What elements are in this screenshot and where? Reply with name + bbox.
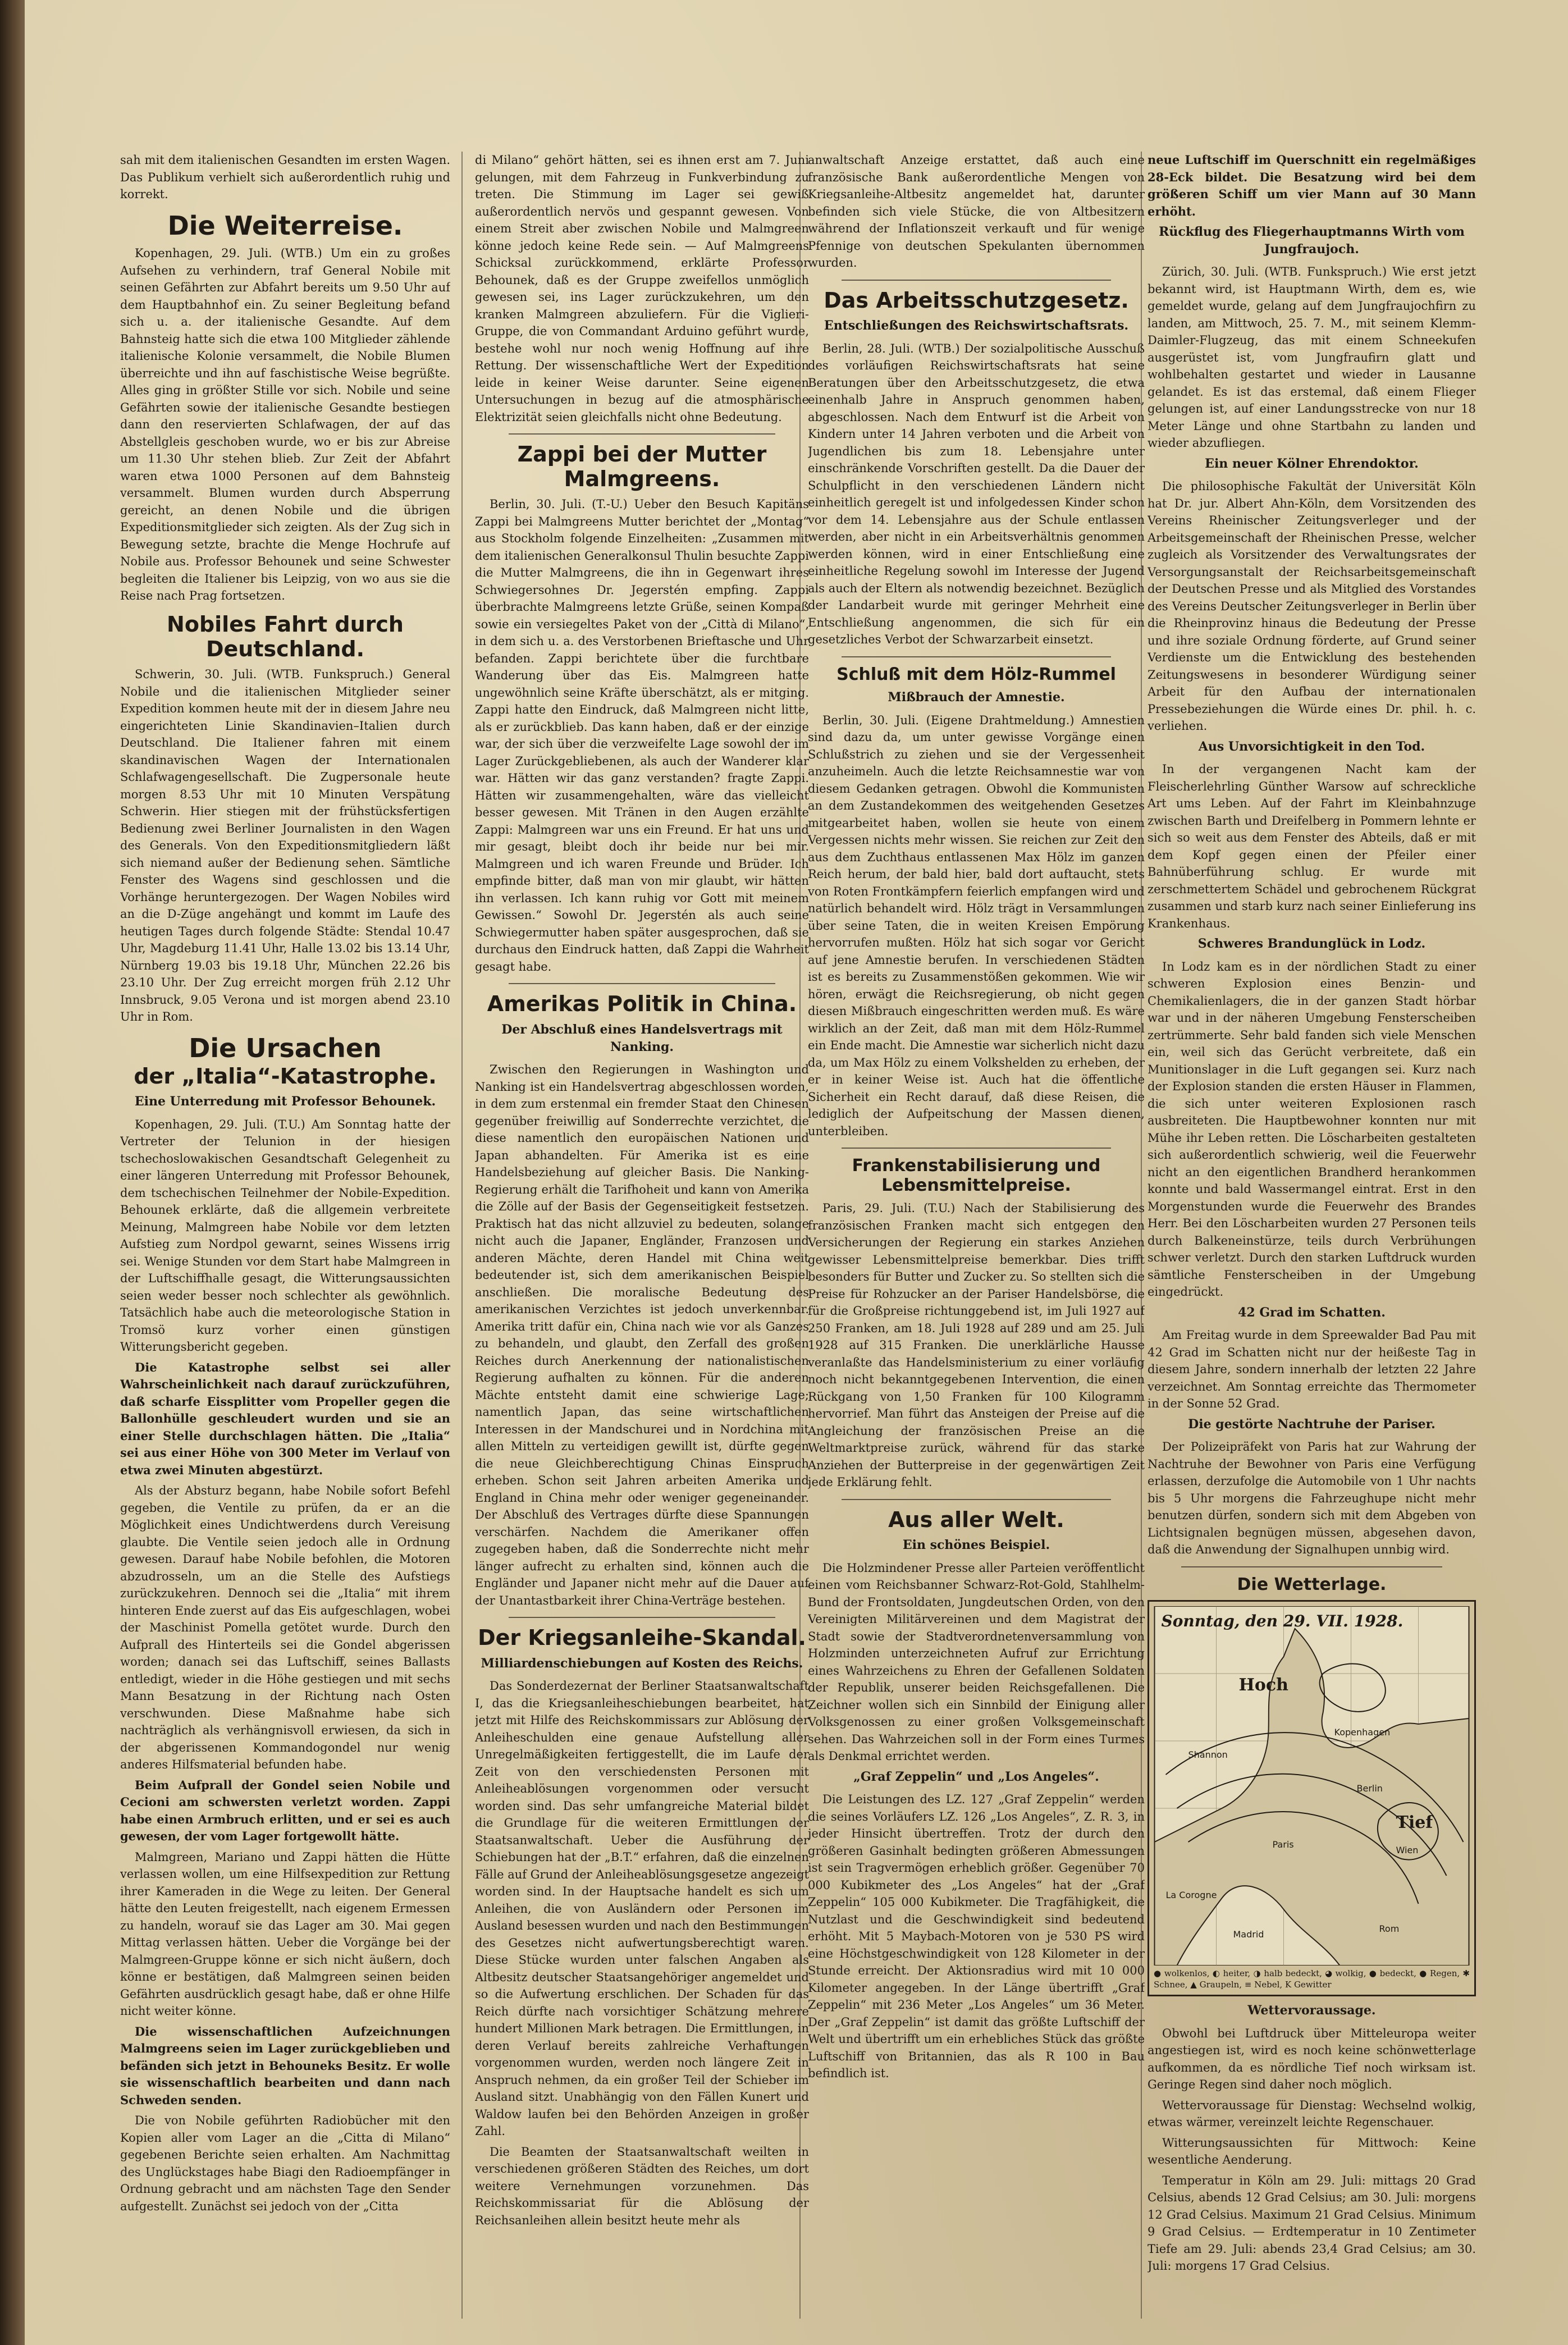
paragraph: Schwerin, 30. Juli. (WTB. Funkspruch.) General Nobile und die italienischen Mitglieder seiner Expedition kommen heute mit der in diesem Jahre neu eingerichteten Linie Skandinavien–Italien durch Deutschland. Die Italiener fahren mit einem skandinavischen Wagen der Internationalen Schlafwagengesellschaft. Die Zugpersonale heute morgen 8.53 Uhr mit 10 Minuten Verspätung Schwerin. Hier stiegen mit der frühstücksfertigen Bedienung zwei Berliner Journalisten in den Wagen des Generals. Von den Expeditionsmitgliedern läßt sich niemand außer der Bedienung sehen. Sämtliche Fenster des Wagens sind geschlossen und die Vorhänge heruntergezogen. Der Wagen Nobiles wird an die D-Züge angehängt und kommt im Laufe des heutigen Tages durch folgende Städte: Stendal 10.47 Uhr, Magdeburg 11.41 Uhr, Halle 13.02 bis 13.14 Uhr, Nürnberg 19.03 bis 19.18 Uhr, München 22.26 bis 23.10 Uhr. Der Zug erreicht morgen früh 2.12 Uhr Innsbruck, 9.05 Verona und ist morgen abend 23.10 Uhr in Rom. — [120, 668, 450, 1024]
paragraph: Die wissenschaftlichen Aufzeichnungen Malmgreens seien im Lager zurückgeblieben und befänden sich jetzt in Behouneks Besitz. Er wolle sie wissenschaftlich bearbeiten und dann nach Schweden senden. — [120, 2024, 450, 2107]
map-label: Shannon — [1188, 1749, 1228, 1760]
paragraph: di Milano“ gehört hätten, sei es ihnen erst am 7. Juni gelungen, mit dem Fahrzeug in Funkverbindung zu treten. Die Stimmung im Lager sei gewiß außerordentlich nervös und gespannt gewesen. Von einem Streit aber zwischen Nobile und Malmgreen könne jedoch keine Rede sein. — Auf Malmgreens Schicksal zurückkommend, erklärte Professor Behounek, daß es der Gruppe zweifellos unmöglich gewesen sei, ins Lager zurückzukehren, um den kranken Malmgreen abzuliefern. Für die Viglieri-Gruppe, die von Commandant Arduino geführt wurde, bestehe wohl nur noch wenig Hoffnung auf ihre Rettung. Der wissenschaftliche Wert der Expedition leide in keiner Weise darunter. Seine eigenen Untersuchungen in bezug auf die atmosphärische Elektrizität seien gleichfalls nicht ohne Bedeutung. — [475, 153, 809, 424]
subheadline: Rückflug des Fliegerhauptmanns Wirth vom Jungfraujoch. — [1159, 225, 1465, 257]
paragraph: Die von Nobile geführten Radiobücher mit den Kopien aller vom Lager an die „Citta di Milano“ gegebenen Berichte seien erhalten. Am Nachmittag des Unglückstages habe Biagi den Radioempfänger in Ordnung gebracht und am nächsten Tage den Sender aufgestellt. Zunächst sei jedoch von der „Citta — [120, 2114, 450, 2213]
paragraph: Der Polizeipräfekt von Paris hat zur Wahrung der Nachtruhe der Bewohner von Paris eine Verfügung erlassen, derzufolge die Automobile von 1 Uhr nachts bis 5 Uhr morgens die Fahrzeughupe nicht mehr benutzen dürfen, sondern sich mit dem Abgeben von Lichtsignalen begnügen müssen, abgesehen davon, daß die Anwendung der Signalhupen unnbig wird. — [1148, 1440, 1476, 1556]
subheadline: Eine Unterredung mit Professor Behounek. — [134, 1094, 436, 1109]
weather-map-drawing — [1154, 1606, 1470, 1965]
headline-hoelz: Schluß mit dem Hölz-Rummel — [836, 664, 1116, 684]
paragraph: Berlin, 28. Juli. (WTB.) Der sozialpolitische Ausschuß des vorläufigen Reichswirtschaftsrats hat seine Beratungen über den Arbeitsschutzgesetz, die etwa einenhalb Jahre in Anspruch genommen haben, abgeschlossen. Nach dem Entwurf ist die Arbeit von Kindern unter 14 Jahren verboten und die Arbeit von Jugendlichen bis zum 18. Lebensjahre unter einschränkende Vorschriften gestellt. Da die Dauer der Schulpflicht in den verschiedenen Ländern nicht einheitlich geregelt ist und infolgedessen Kinder schon vor dem 14. Lebensjahre aus der Schule entlassen werden, aber nicht in ein Arbeitsverhältnis genommen werden können, wird in einer Entschließung eine einheitliche Regelung sowohl im Interesse der Jugend als auch der Eltern als notwendig bezeichnet. Bezüglich der Landarbeit wurde mit geringer Mehrheit eine Entschließung angenommen, die sich für ein gesetzliches Verbot der Schwarzarbeit einsetzt. — [808, 341, 1145, 647]
headline-nobile-fahrt: Nobiles Fahrt durch Deutschland. — [167, 611, 404, 661]
subheadline: Wettervoraussage. — [1247, 2003, 1376, 2018]
divider — [1181, 1566, 1442, 1567]
subheadline: Der Abschluß eines Handelsvertrags mit Nanking. — [501, 1022, 783, 1054]
column-3 — [808, 152, 1145, 2319]
map-label: Berlin — [1356, 1783, 1383, 1794]
subheadline: Entschließungen des Reichswirtschaftsrats. — [824, 318, 1129, 333]
divider — [842, 1499, 1111, 1500]
headline-amerika-china: Amerikas Politik in China. — [487, 991, 797, 1017]
headline-aus-aller-welt: Aus aller Welt. — [888, 1507, 1064, 1532]
headline-zappi: Zappi bei der Mutter Malmgreens. — [517, 442, 767, 491]
headline-ursachen: Die Ursachen — [189, 1032, 382, 1063]
map-label: Madrid — [1233, 1929, 1264, 1940]
headline-weiterreise: Die Weiterreise. — [167, 210, 403, 241]
headline-italia-katastrophe: der „Italia“-Katastrophe. — [134, 1063, 437, 1089]
paragraph: Malmgreen, Mariano und Zappi hätten die Hütte verlassen wollen, um eine Hilfsexpedition zur Rettung ihrer Kameraden in die Wege zu leiten. Der General hätte den Leuten freigestellt, nach eigenem Ermessen zu handeln, worauf sie das Lager am 30. Mai gegen Mittag verlassen hätten. Ueber die Vorgänge bei der Malmgreen-Gruppe könne er sich nicht äußern, doch könne er bestätigen, daß Malmgreen seinen beiden Gefährten ausdrücklich gesagt habe, daß er ohne Hilfe nicht weiter könne. — [120, 1850, 450, 2018]
weather-map — [1148, 1600, 1476, 1996]
map-label: Rom — [1379, 1923, 1400, 1934]
paragraph: Die Katastrophe selbst sei aller Wahrscheinlichkeit nach darauf zurückzuführen, daß scharfe Eissplitter vom Propeller gegen die Ballonhülle geschleudert wurden und sie an einer Stelle durchschlagen hätten. Die „Italia“ sei aus einer Höhe von 300 Meter im Verlauf von etwa zwei Minuten abgestürzt. — [120, 1360, 450, 1477]
binding-edge — [0, 0, 25, 2345]
divider — [509, 983, 775, 984]
paragraph: Obwohl bei Luftdruck über Mitteleuropa weiter angestiegen ist, wird es noch keine schönwetterlage aufkommen, da es nördliche Tief noch wirksam ist. Geringe Regen sind daher noch möglich. — [1148, 2026, 1476, 2091]
paragraph: Das Sonderdezernat der Berliner Staatsanwaltschaft I, das die Kriegsanleiheschiebungen bearbeitet, hat jetzt mit Hilfe des Reichskommissars zur Ablösung der Anleiheschulden eine genaue Aufstellung aller Unregelmäßigkeiten fertiggestellt, die im Laufe der Zeit von den verschiedensten Personen mit Anleiheablösungen vorgenommen oder versucht worden sind. Das sehr umfangreiche Material bildet die Grundlage für die weiteren Ermittlungen der Staatsanwaltschaft. Ueber die Ausführung der Schiebungen hat der „B.T.“ erfahren, daß die einzelnen Fälle auf Grund der Anleiheablösungsgesetze angezeigt worden sind. In der Hauptsache handelt es sich um Anleihen, die von Ausländern oder Personen im Ausland besessen wurden und nach den Bestimmungen des Gesetzes nicht aufwertungsberechtigt waren. Diese Stücke wurden unter falschen Angaben als Altbesitz deutscher Staatsangehöriger angemeldet und so die Aufwertung erschlichen. Der Schaden für das Reich dürfte nach vorsichtiger Schätzung mehrere hundert Millionen Mark betragen. Die Ermittlungen, in deren Verlauf bereits zahlreiche Verhaftungen vorgenommen wurden, werden noch längere Zeit in Anspruch nehmen, da ein großer Teil der Schieber im Ausland sitzt. Unabhängig von den Fällen Kunert und Waldow laufen bei den Behörden Anzeigen in großer Zahl. — [475, 1679, 809, 2138]
headline-arbeitsschutz: Das Arbeitsschutzgesetz. — [824, 287, 1129, 313]
map-low-label: Tief — [1396, 1813, 1433, 1832]
paragraph: Paris, 29. Juli. (T.U.) Nach der Stabilisierung des französischen Franken macht sich entgegen den Versicherungen der Regierung ein starkes Anziehen gewisser Lebensmittelpreise bemerkbar. Dies trifft besonders für Butter und Zucker zu. So stellten sich die Preise für Rohzucker an der Pariser Handelsbörse, die für die Großpreise richtunggebend ist, im Juli 1927 auf 250 Franken, am 18. Juli 1928 auf 289 und am 25. Juli 1928 auf 315 Franken. Die unerklärliche Hausse veranlaßte das Handelsministerium zu einer vorläufig noch nicht bekanntgegebenen Intervention, die einen Rückgang von 1,50 Franken für 100 Kilogramm hervorrief. Man führt das Ansteigen der Preise auf die Angleichung der französischen Preise an die Weltmarktpreise zurück, während für das starke Anziehen der Butterpreise in der gegenwärtigen Zeit jede Erklärung fehlt. — [808, 1201, 1145, 1489]
subheadline: Mißbrauch der Amnestie. — [888, 690, 1065, 705]
paragraph: Temperatur in Köln am 29. Juli: mittags 20 Grad Celsius, abends 12 Grad Celsius; am 30. Juli: morgens 12 Grad Celsius. Maximum 21 Grad Celsius. Minimum 9 Grad Celsius. — Erdtemperatur in 10 Zentimeter Tiefe am 29. Juli: abends 23,4 Grad Celsius; am 30. Juli: morgens 17 Grad Celsius. — [1148, 2173, 1476, 2273]
paragraph: sah mit dem italienischen Gesandten im ersten Wagen. Das Publikum verhielt sich außerordentlich ruhig und korrekt. — [120, 153, 450, 201]
map-label: Paris — [1272, 1839, 1294, 1850]
divider — [509, 1617, 775, 1618]
divider — [842, 1148, 1111, 1149]
paragraph: Wettervoraussage für Dienstag: Wechselnd wolkig, etwas wärmer, vereinzelt leichte Regenschauer. — [1148, 2098, 1476, 2129]
newspaper-page — [25, 0, 1568, 2345]
paragraph: anwaltschaft Anzeige erstattet, daß auch eine französische Bank außerordentliche Mengen von Kriegsanleihe-Altbesitz angemeldet hat, darunter befinden sich viele Stücke, die von Altbesitzern während der Inflationszeit verkauft und für wenige Pfennige von deutschen Spekulanten übernommen wurden. — [808, 153, 1145, 269]
paragraph: In Lodz kam es in der nördlichen Stadt zu einer schweren Explosion eines Benzin- und Chemikalienlagers, die in der ganzen Stadt hörbar war und in der näheren Umgebung Fensterscheiben zertrümmerte. Sehr bald fanden sich viele Menschen ein, weil sich das Gerücht verbreitete, daß ein Munitionslager in die Luft gegangen sei. Kurz nach der Explosion standen die ersten Häuser in Flammen, die sich unter weiteren Explosionen rasch ausbreiteten. Die Hauptbewohner konnten nur mit Mühe ihr Leben retten. Die Löscharbeiten gestalteten sich außerordentlich schwierig, weil die Feuerwehr nicht an den eigentlichen Brandherd herankommen konnte und bald Wassermangel eintrat. Erst in den Morgenstunden wurde die Feuerwehr des Brandes Herr. Bei den Löscharbeiten wurden 27 Personen teils durch Balkeneinstürze, teils durch Verbrühungen schwer verletzt. Durch den starken Luftdruck wurden sämtliche Fensterscheiben in der Umgebung eingedrückt. — [1148, 959, 1476, 1299]
weather-map-legend: ● wolkenlos, ◐ heiter, ◑ halb bedeckt, ◕ wolkig, ● bedeckt, ● Regen, ✱ Schnee, ▲ Graupeln, ≡ Nebel, K Gewitter — [1154, 1968, 1470, 1990]
map-high-label: Hoch — [1238, 1675, 1288, 1695]
paragraph: Die Holzmindener Presse aller Parteien veröffentlicht einen vom Reichsbanner Schwarz-Rot-Gold, Stahlhelm-Bund der Frontsoldaten, Jungdeutschen Orden, von den Vereinigten Militärvereinen und dem Magistrat der Stadt sowie der Stadtverordnetenversammlung von Holzminden unterzeichneten Aufruf zur Errichtung eines Wahrzeichens zu Ehren der Gefallenen Soldaten der Republik, unserer beiden Reichsgefallenen. Die Zeichner wollen sich ein Sinnbild der Einigung aller Volksgenossen zu einer großen Volksgemeinschaft sehen. Das Wahrzeichen soll in der Form eines Turmes als Denkmal errichtet werden. — [808, 1561, 1145, 1763]
paragraph: Witterungsaussichten für Mittwoch: Keine wesentliche Aenderung. — [1148, 2136, 1476, 2166]
headline-franken: Frankenstabilisierung und Lebensmittelpreise. — [852, 1156, 1101, 1195]
subheadline: Aus Unvorsichtigkeit in den Tod. — [1198, 739, 1425, 754]
subheadline: Ein neuer Kölner Ehrendoktor. — [1205, 456, 1419, 471]
paragraph: Die philosophische Fakultät der Universität Köln hat Dr. jur. Albert Ahn-Köln, dem Vorsitzenden des Vereins Rheinischer Zeitungsverleger und der Arbeitsgemeinschaft der Rheinischen Presse, welcher zugleich als Vorsitzender des Verwaltungsrates der Versorgungsanstalt der Reichsarbeitsgemeinschaft der Deutschen Presse und als Mitglied des Vorstandes des Vereins Deutscher Zeitungsverleger in Berlin über die Rheinprovinz hinaus die Bedeutung der Presse und ihre soziale Ordnung förderte, auf Grund seiner Verdienste um die Entwicklung des bestehenden Zeitungswesens in besonderer Würdigung seiner Arbeit für den Aufbau der internationalen Pressebeziehungen die Würde eines Dr. phil. h. c. verliehen. — [1148, 479, 1476, 733]
paragraph: Am Freitag wurde in dem Spreewalder Bad Pau mit 42 Grad im Schatten nicht nur der heißeste Tag in diesem Jahre, sondern innerhalb der letzten 22 Jahre verzeichnet. Am Sonntag erreichte das Thermometer in der Sonne 52 Grad. — [1148, 1328, 1476, 1410]
map-label: Kopenhagen — [1334, 1727, 1391, 1738]
divider — [842, 656, 1111, 657]
paragraph: neue Luftschiff im Querschnitt ein regelmäßiges 28-Eck bildet. Die Besatzung wird bei dem größeren Schiff um vier Mann auf 30 Mann erhöht. — [1148, 153, 1476, 218]
column-rule — [461, 152, 463, 2319]
subheadline: „Graf Zeppelin“ und „Los Angeles“. — [853, 1769, 1099, 1784]
subheadline: Schweres Brandunglück in Lodz. — [1197, 936, 1426, 951]
paragraph: In der vergangenen Nacht kam der Fleischerlehrling Günther Warsow auf schreckliche Art ums Leben. Auf der Fahrt im Kleinbahnzuge zwischen Barth und Dreifelberg in Pommern lehnte er sich so weit aus dem Fenster des Abteils, daß er mit dem Kopf gegen einen der Pfeiler einer Bahnüberführung schlug. Er wurde mit zerschmettertem Schädel und gebrochenem Rückgrat zusammen und starb kurz nach seiner Einlieferung ins Krankenhaus. — [1148, 762, 1476, 930]
map-label: La Corogne — [1165, 1890, 1217, 1900]
column-4 — [1148, 152, 1476, 2319]
subheadline: Milliardenschiebungen auf Kosten des Reichs. — [481, 1656, 803, 1671]
paragraph: Berlin, 30. Juli. (T.-U.) Ueber den Besuch Kapitäns Zappi bei Malmgreens Mutter berichtet der „Montag“ aus Stockholm folgende Einzelheiten: „Zusammen mit dem italienischen Generalkonsul Thulin besuchte Zappi die Mutter Malmgreens, die ihn in Gegenwart ihres Schwiegersohnes Dr. Jegerstén empfing. Zappi überbrachte Malmgreens letzte Grüße, seinen Kompaß sowie ein versiegeltes Paket von der „Città di Milano“, in dem sich u. a. des Verstorbenen Brieftasche und Uhr befanden. Zappi berichtete über die furchtbare Wanderung über das Eis. Malmgreen hatte ungewöhnlich seine Kräfte überschätzt, als er mitging. Zappi hatte den Eindruck, daß Malmgreen nicht litte, als er zurückblieb. Das kann haben, daß er der einzige war, der sich über die verzweifelte Lage sowohl der im Lager Zurückgebliebenen, als auch der Wanderer klar war. Hätten wir das ganz verstanden? fragte Zappi. Hätten wir zusammengehalten, wäre das vielleicht besser gewesen. Mit Tränen in den Augen erzählte Zappi: Malmgreen war uns ein Freund. Er hat uns und mir gesagt, bleibt doch ihr beide nur bei mir. Malmgreen und ich waren Freunde und Brüder. Ich empfinde bitter, daß man von mir glaubt, wir hätten ihn verlassen. Ich kann ruhig vor Gott mit meinem Gewissen.“ Sowohl Dr. Jegerstén als auch seine Schwiegermutter haben später ausgesprochen, daß sie durchaus den Eindruck hatten, daß Zappi die Wahrheit gesagt habe. — [475, 497, 809, 973]
paragraph: Die Leistungen des LZ. 127 „Graf Zeppelin“ werden die seines Vorläufers LZ. 126 „Los Angeles“, Z. R. 3, in jeder Hinsicht übertreffen. Trotz der durch den größeren Gasinhalt bedingten größeren Abmessungen ist sein Tragvermögen erheblich größer. Gegenüber 70 000 Kubikmeter des „Los Angeles“ hat der „Graf Zeppelin“ 105 000 Kubikmeter. Die Tragfähigkeit, die Nutzlast und die Geschwindigkeit sind bedeutend erhöht. Mit 5 Maybach-Motoren von je 530 PS wird eine Höchstgeschwindigkeit von 128 Kilometer in der Stunde erreicht. Der Aktionsradius wird mit 10 000 Kilometer angegeben. In der Länge übertrifft „Graf Zeppelin“ mit 236 Meter „Los Angeles“ um 36 Meter. Der „Graf Zeppelin“ ist damit das größte Luftschiff der Welt und übertrifft um ein erhebliches Stück das größte Luftschiff von Britannien, das als R 100 in Bau befindlich ist. — [808, 1793, 1145, 2081]
paragraph: Als der Absturz begann, habe Nobile sofort Befehl gegeben, die Ventile zu prüfen, da er an die Möglichkeit eines Undichtwerdens durch Vereisung glaubte. Die Ventile seien jedoch alle in Ordnung gewesen. Darauf habe Nobile befohlen, die Motoren abzudrosseln, um an die Stelle des Aufstiegs zurückzukehren. Dennoch sei die „Italia“ mit ihrem hinteren Ende zuerst auf das Eis aufgeschlagen, wobei der Maschinist Pomella getötet wurde. Durch den Aufprall des Hinterteils sei die Gondel abgerissen worden; danach sei das Luftschiff, seines Ballasts entledigt, wieder in die Höhe gestiegen und mit sechs Mann Besatzung in der Richtung nach Osten verschwunden. Diese Maßnahme habe sich nachträglich als verhängnisvoll erwiesen, da sich in der abgerissenen Kommandogondel nur wenig anderes Hilfsmaterial befunden habe. — [120, 1484, 450, 1772]
paragraph: Kopenhagen, 29. Juli. (WTB.) Um ein zu großes Aufsehen zu verhindern, traf General Nobile mit seinen Gefährten zur Abfahrt bereits um 9.50 Uhr auf dem Hauptbahnhof ein. Zu seiner Begleitung befand sich u. a. der italienische Gesandte. Auf dem Bahnsteig hatte sich die etwa 100 Mitglieder zählende italienische Kolonie versammelt, die Nobile Blumen überreichte und ihn auf faschistische Weise begrüßte. Alles ging in größter Stille vor sich. Nobile und seine Gefährten sowie der italienische Gesandte bestiegen dann den reservierten Schlafwagen, der auf das Abstellgleis geschoben wurde, wo er bis zur Abreise um 11.30 Uhr stehen blieb. Zur Zeit der Abfahrt waren etwa 1000 Personen auf dem Bahnsteig versammelt. Blumen wurden durch Absperrung gereicht, an denen Nobile und die übrigen Expeditionsmitglieder sich zeigten. Als der Zug sich in Bewegung setzte, brachte die Menge Hochrufe auf Nobile aus. Professor Behounek und seine Schwester begleiten die Italiener bis Leipzig, von wo aus sie die Reise nach Prag fortsetzen. — [120, 246, 450, 603]
paragraph: Die Beamten der Staatsanwaltschaft weilten in verschiedenen größeren Städten des Reiches, um dort weitere Vernehmungen vorzunehmen. Das Reichskommissariat für die Ablösung der Reichsanleihen allein besitzt heute mehr als — [475, 2145, 809, 2227]
divider — [509, 433, 775, 435]
paragraph: Beim Aufprall der Gondel seien Nobile und Cecioni am schwersten verletzt worden. Zappi habe einen Armbruch erlitten, und er sei es auch gewesen, der vom Lager fortgewollt hätte. — [120, 1777, 450, 1844]
divider — [842, 280, 1111, 281]
column-1 — [120, 152, 450, 2319]
map-label: Wien — [1396, 1845, 1419, 1855]
paragraph: Zwischen den Regierungen in Washington und Nanking ist ein Handelsvertrag abgeschlossen worden, in dem zum erstenmal ein fremder Staat den Chinesen gegenüber freiwillig auf Sonderrechte verzichtet, die diese namentlich den europäischen Nationen und Japan abhandelten. Für Amerika ist es eine Handelsbeziehung auf gleicher Basis. Die Nanking-Regierung erhält die Tarifhoheit und kann von Amerika die Zölle auf der Basis der Gegenseitigkeit festsetzen. Praktisch hat das nicht allzuviel zu bedeuten, solange nicht auch die Japaner, Engländer, Franzosen und anderen Mächte, deren Handel mit China weit bedeutender ist, sich dem amerikanischen Beispiel anschließen. Die moralische Bedeutung des amerikanischen Verzichtes ist jedoch unverkennbar. Amerika tritt dafür ein, China nach wie vor als Ganzes zu behandeln, und glaubt, den Zerfall des großen Reiches durch Anerkennung der nationalistischen Regierung aufhalten zu können. Für die anderen Mächte entsteht damit eine schwierige Lage; namentlich Japan, das seine wirtschaftlichen Interessen in der Mandschurei und in Nordchina mit allen Mitteln zu verteidigen gewillt ist, dürfte gegen die neue Gleichberechtigung Chinas Einspruch erheben. Schon seit Jahren arbeiten Amerika und England in China mehr oder weniger gegeneinander. Der Abschluß des Vertrages dürfte diese Spannungen verschärfen. Nachdem die Amerikaner offen zugegeben haben, daß die Sonderrechte nicht mehr länger aufrecht zu erhalten sind, können auch die Engländer und Japaner nicht mehr auf die Dauer auf der Unantastbarkeit ihrer China-Verträge bestehen. — [475, 1063, 809, 1607]
weather-map-date: Sonntag, den 29. VII. 1928. — [1161, 1612, 1404, 1630]
headline-wetterlage: Die Wetterlage. — [1237, 1574, 1387, 1594]
paragraph: Kopenhagen, 29. Juli. (T.U.) Am Sonntag hatte der Vertreter der Telunion in der hiesigen tschechoslowakischen Gesandtschaft Gelegenheit zu einer längeren Unterredung mit Professor Behounek, dem tschechischen Teilnehmer der Nobile-Expedition. Behounek erklärte, daß die allgemein verbreitete Meinung, Malmgreen habe Nobile vor dem letzten Aufstieg zum Nordpol gewarnt, seines Wissens irrig sei. Wenige Stunden vor dem Start habe Malmgreen in der Luftschiffhalle gesagt, die Witterungsaussichten seien weder besser noch schlechter als gewöhnlich. Tatsächlich habe auch die meteorologische Station in Tromsö kurz vorher einen günstigen Witterungsbericht gegeben. — [120, 1117, 450, 1354]
subheadline: 42 Grad im Schatten. — [1238, 1305, 1386, 1320]
paragraph: Berlin, 30. Juli. (Eigene Drahtmeldung.) Amnestien sind dazu da, um unter gewisse Vorgänge einen Schlußstrich zu ziehen und sie der Vergessenheit anzuheimeln. Auch die letzte Reichsamnestie war von diesem Gedanken getragen. Obwohl die Kommunisten an dem Zustandekommen des weitgehenden Gesetzes mitgearbeitet haben, wollen sie heute von einem Vergessen nichts mehr wissen. Sie reichen zur Zeit den aus dem Zuchthaus entlassenen Max Hölz im ganzen Reich herum, der bald hier, bald dort auftaucht, stets von Roten Frontkämpfern feierlich empfangen wird und natürlich behandelt wird. Hölz trägt in Versammlungen über seine Taten, die in weiten Kreisen Empörung hervorrufen mußten. Hölz hat sich sogar vor Gericht auf jene Amnestie berufen. In verschiedenen Städten ist es bereits zu Zusammenstößen gekommen. Wie wir hören, erwägt die Reichsregierung, ob nicht gegen diesen Mißbrauch eingeschritten werden muß. Es wäre wirklich an der Zeit, daß man mit dem Hölz-Rummel ein Ende macht. Die Amnestie war sicherlich nicht dazu da, um Max Hölz zu einem Volkshelden zu erheben, der er in keiner Weise ist. Auch hat die öffentliche Sicherheit ein Recht darauf, daß diese Reisen, die lediglich der Aufpeitschung der Massen dienen, unterbleiben. — [808, 713, 1145, 1138]
subheadline: Die gestörte Nachtruhe der Pariser. — [1188, 1416, 1436, 1432]
subheadline: Ein schönes Beispiel. — [902, 1538, 1050, 1553]
column-2 — [475, 152, 809, 2319]
paragraph: Zürich, 30. Juli. (WTB. Funkspruch.) Wie erst jetzt bekannt wird, ist Hauptmann Wirth, dem es, wie gemeldet wurde, gelang auf dem Jungfraujochfirn zu landen, am Mittwoch, 25. 7. M., mit seinem Klemm-Daimler-Flugzeug, das mit einem Schneekufen ausgerüstet ist, vom Jungfraufirn glatt und wohlbehalten gestartet und wieder in Lausanne gelandet. Es ist das erstemal, daß einem Flieger gelungen ist, auf einer Landungsstrecke von nur 18 Meter Länge und ohne Startbahn zu landen und wieder abzufliegen. — [1148, 265, 1476, 450]
headline-kriegsanleihe: Der Kriegsanleihe-Skandal. — [478, 1625, 806, 1651]
